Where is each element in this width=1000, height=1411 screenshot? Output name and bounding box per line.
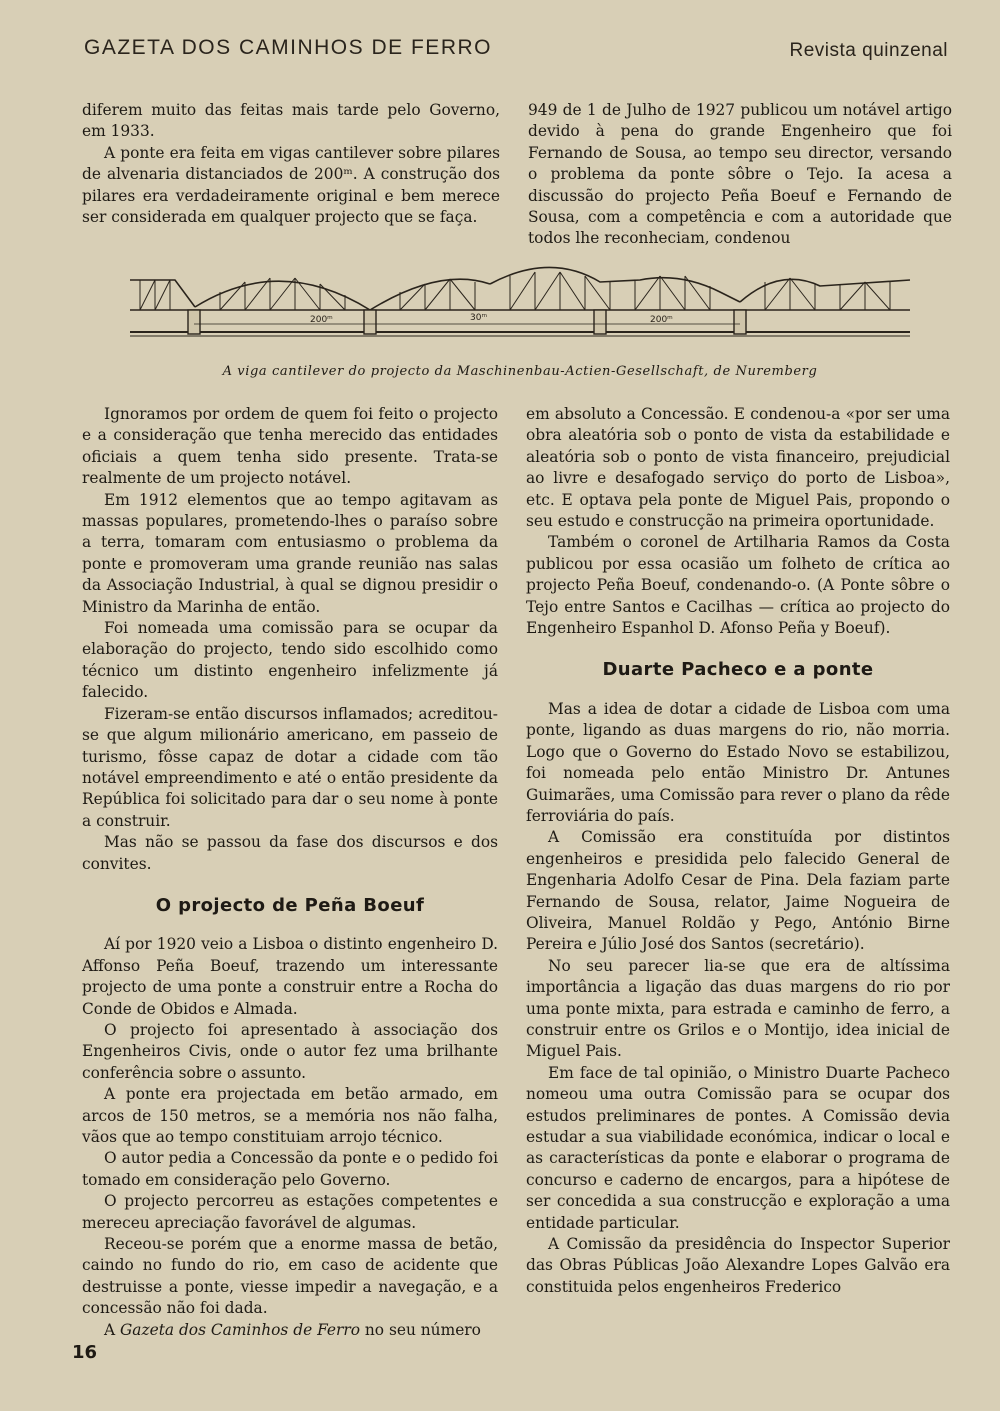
paragraph: A ponte era projectada em betão armado, em arcos de 150 metros, se a memória nos não falha, vãos que ao tempo constituiam arrojo técnico. [82,1085,498,1146]
text-span: no seu número [360,1320,481,1339]
column-left-top [82,100,500,228]
paragraph: O projecto foi apresentado à associação dos Engenheiros Civis, onde o autor fez uma brilhante conferência sobre o assunto. [82,1020,498,1082]
paragraph [82,1320,498,1341]
bridge-drawing [130,267,910,336]
paragraph: diferem muito das feitas mais tarde pelo Governo, em 1933. [82,101,500,141]
paragraph: Também o coronel de Artilharia Ramos da Costa publicou por essa ocasião um folheto de crítica ao projecto Peña Boeuf, condenando-o. (A Ponte sôbre o Tejo entre Santos e Cacilhas — crítica ao projecto do Engenheiro Espanhol D. Afonso Peña y Boeuf). [526,533,950,638]
paragraph: 949 de 1 de Julho de 1927 publicou um notável artigo devido à pena do grande Engenheiro que foi Fernando de Sousa, ao tempo seu director, versando o problema da ponte sôbre o Tejo. Ia acesa a discussão do projecto Peña Boeuf e Fernando de Sousa, com a competência e com a autoridade que todos lhe reconheciam, condenou [528,101,952,248]
paragraph: O autor pedia a Concessão da ponte e o pedido foi tomado em consideração pelo Governo. [82,1149,498,1189]
paragraph: Mas a idea de dotar a cidade de Lisboa com uma ponte, ligando as duas margens do rio, não morria. Logo que o Governo do Estado Novo se estabilizou, foi nomeada pelo então Ministro Dr. Antunes Guimarães, uma Comissão para rever o plano da rêde ferroviária do país. [526,699,950,825]
paragraph: Receou-se porém que a enorme massa de betão, caindo no fundo do rio, em caso de acidente que destruisse a ponte, viesse impedir a navegação, e a concessão não foi dada. [82,1235,498,1318]
publication-title: Gazeta dos Caminhos de Ferro [120,1320,360,1339]
paragraph: Ignoramos por ordem de quem foi feito o projecto e a consideração que tenha merecido das entidades oficiais a quem tenha sido presente. Trata-se realmente de um projecto notável. [82,405,498,488]
span-label: 200ᵐ [650,315,673,325]
paragraph: Fizeram-se então discursos inflamados; acreditou-se que algum milionário americano, em passeio de turismo, fôsse capaz de dotar a cidade com tão notável empreendimento e até o então presidente da República foi solicitado para dar o seu nome à ponte a construir. [82,704,498,830]
column-left-bottom [82,404,498,1341]
paragraph: No seu parecer lia-se que era de altíssima importância a ligação das duas margens do rio por uma ponte mixta, para estrada e caminho de ferro, a construir entre os Grilos e o Montijo, idea inicial de Miguel Pais. [526,956,950,1061]
cantilever-bridge-figure [120,262,920,362]
paragraph: A Comissão da presidência do Inspector Superior das Obras Públicas João Alexandre Lopes Galvão era constituida pelos engenheiros Frederico [526,1235,950,1296]
span-label: 200ᵐ [310,315,333,325]
magazine-title: GAZETA DOS CAMINHOS DE FERRO [84,36,492,59]
column-right-top [528,100,952,250]
paragraph: Foi nomeada uma comissão para se ocupar da elaboração do projecto, tendo sido escolhido como técnico um distinto engenheiro infelizmente já falecido. [82,619,498,702]
section-heading: Duarte Pacheco e a ponte [602,659,874,681]
paragraph: O projecto percorreu as estações competentes e mereceu apreciação favorável de algumas. [82,1192,498,1232]
span-label: 30ᵐ [470,313,488,323]
magazine-subtitle: Revista quinzenal [789,40,948,61]
page-number: 16 [72,1342,98,1363]
column-right-bottom [526,404,950,1298]
figure-caption: A viga cantilever do projecto da Maschinenbau-Actien-Gesellschaft, de Nuremberg [222,364,818,379]
text-span: A [104,1320,121,1339]
paragraph: Mas não se passou da fase dos discursos e dos convites. [82,833,498,873]
paragraph: Em 1912 elementos que ao tempo agitavam as massas populares, prometendo-lhes o paraíso sobre a terra, tomaram com entusiasmo o problema da ponte e promoveram uma grande reunião nas salas da Associação Industrial, à qual se dignou presidir o Ministro da Marinha de então. [82,490,498,616]
section-heading: O projecto de Peña Boeuf [155,894,425,916]
paragraph: Aí por 1920 veio a Lisboa o distinto engenheiro D. Affonso Peña Boeuf, trazendo um interessante projecto de uma ponte a construir entre a Rocha do Conde de Obidos e Almada. [82,935,498,1018]
paragraph: em absoluto a Concessão. E condenou-a «por ser uma obra aleatória sob o ponto de vista da estabilidade e aleatória sob o ponto de vista financeiro, prejudicial ao livre e desafogado serviço do porto de Lisboa», etc. E optava pela ponte de Miguel Pais, propondo o seu estudo e construcção na primeira oportunidade. [526,405,950,531]
paragraph: A ponte era feita em vigas cantilever sobre pilares de alvenaria distanciados de 200ᵐ. A construção dos pilares era verdadeiramente original e bem merece ser considerada em qualquer projecto que se faça. [82,143,500,227]
paragraph: A Comissão era constituída por distintos engenheiros e presidida pelo falecido General de Engenharia Adolfo Cesar de Pina. Dela faziam parte Fernando de Sousa, relator, Jaime Nogueira de Oliveira, Manuel Roldão y Pego, António Birne Pereira e Júlio José dos Santos (secretário). [526,828,950,954]
paragraph: Em face de tal opinião, o Ministro Duarte Pacheco nomeou uma outra Comissão para se ocupar dos estudos preliminares de pontes. A Comissão devia estudar a sua viabilidade económica, indicar o local e as características da ponte e elaborar o programa de concurso e caderno de encargos, para a hipótese de ser concedida a sua construcção e exploração a uma entidade particular. [526,1063,950,1232]
